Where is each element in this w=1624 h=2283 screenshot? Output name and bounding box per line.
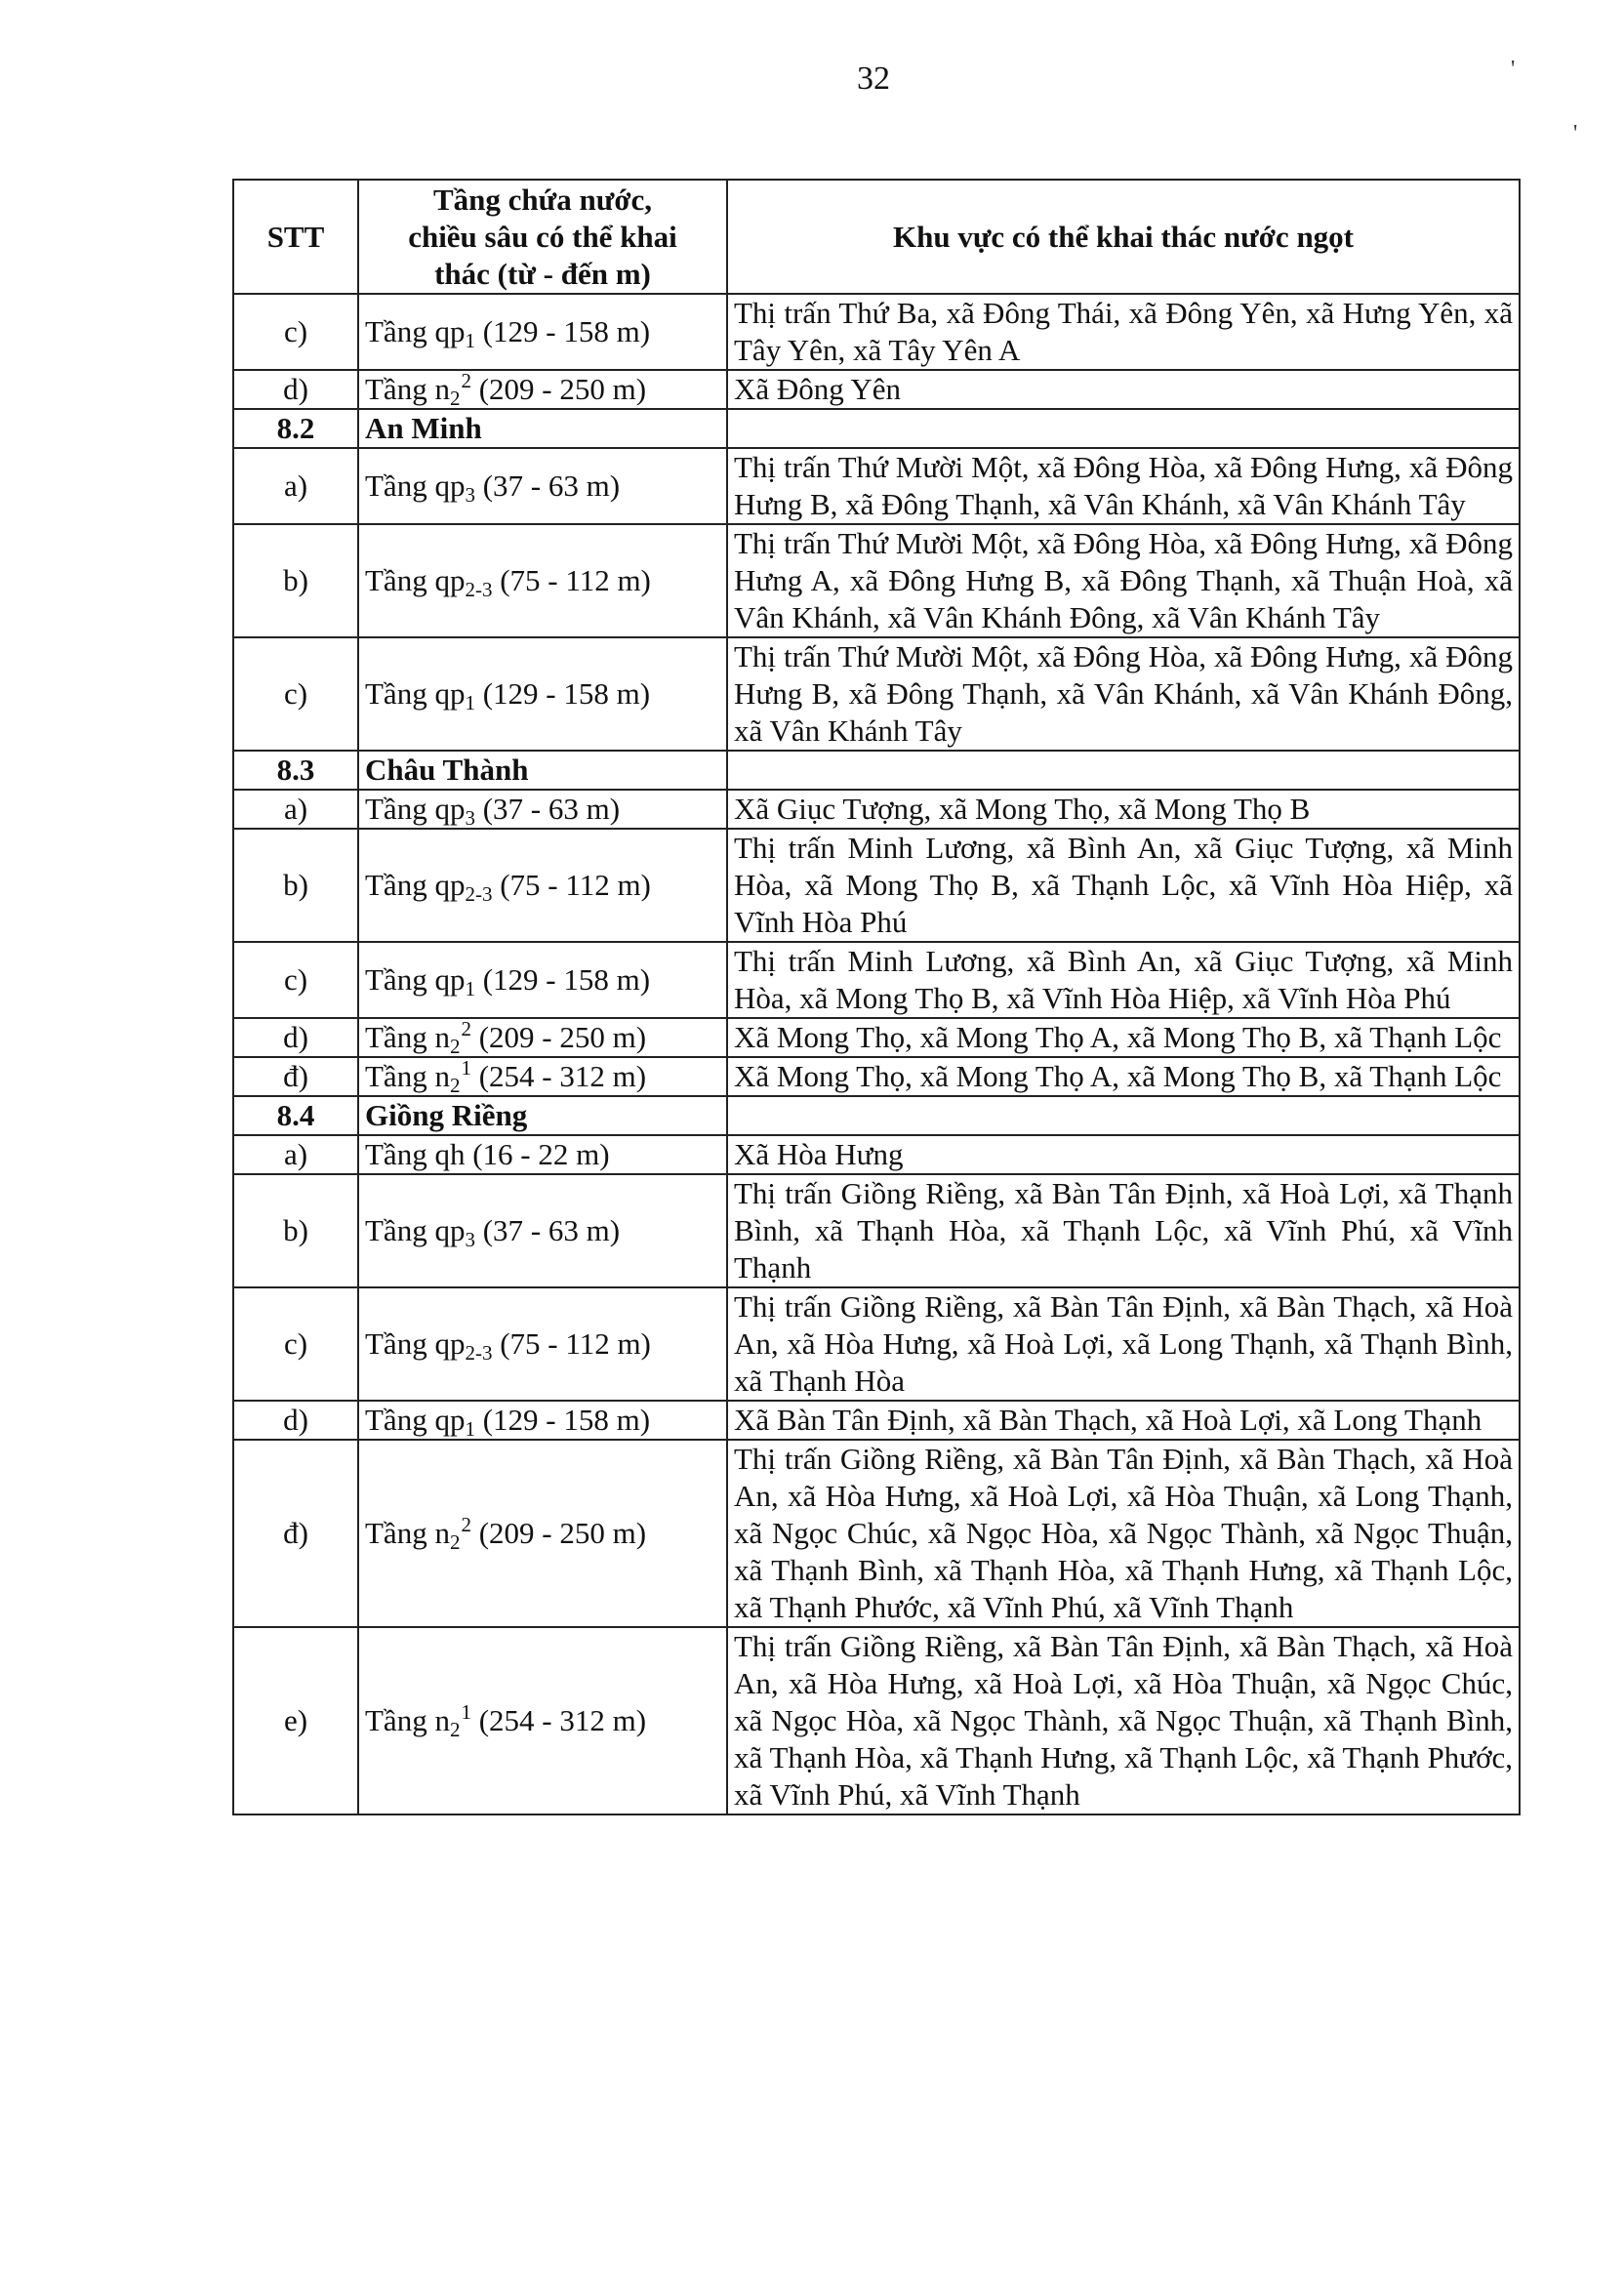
row-layer bbox=[358, 1627, 727, 1814]
layer-subscript: 2-3 bbox=[465, 882, 493, 906]
layer-depth: (37 - 63 m) bbox=[474, 469, 621, 503]
layer-index bbox=[465, 316, 475, 352]
scan-speck: ' bbox=[1573, 121, 1578, 146]
layer-superscript: 1 bbox=[461, 1700, 471, 1724]
layer-subscript: 1 bbox=[465, 977, 475, 1000]
row-area: Xã Mong Thọ, xã Mong Thọ A, xã Mong Thọ B, xã Thạnh Lộc bbox=[727, 1057, 1520, 1096]
layer-subscript: 2 bbox=[449, 387, 461, 410]
row-layer bbox=[358, 524, 727, 637]
section-row bbox=[233, 751, 1520, 790]
section-area-empty bbox=[727, 751, 1520, 790]
row-stt: c) bbox=[233, 637, 358, 751]
table-row bbox=[233, 1057, 1520, 1096]
row-area: Xã Giục Tượng, xã Mong Thọ, xã Mong Thọ B bbox=[727, 790, 1520, 829]
table-row bbox=[233, 448, 1520, 524]
layer-name: Tầng n bbox=[365, 1703, 450, 1737]
row-area: Thị trấn Thứ Mười Một, xã Đông Hòa, xã Đông Hưng, xã Đông Hưng B, xã Đông Thạnh, xã Vân Khánh, xã Vân Khánh Đông, xã Vân Khánh Tây bbox=[727, 637, 1520, 751]
layer-depth: (75 - 112 m) bbox=[492, 868, 651, 902]
layer-name: Tầng qp bbox=[365, 563, 466, 597]
table-row bbox=[233, 294, 1520, 370]
row-stt: a) bbox=[233, 448, 358, 524]
layer-superscript: 2 bbox=[461, 1513, 471, 1536]
row-layer bbox=[358, 1018, 727, 1057]
layer-depth: (75 - 112 m) bbox=[492, 563, 651, 597]
layer-name: Tầng qp bbox=[365, 1213, 466, 1247]
layer-subscript: 2 bbox=[449, 1530, 461, 1554]
layer-subscript: 1 bbox=[465, 691, 475, 714]
layer-name: Tầng n bbox=[365, 1020, 450, 1054]
row-stt: c) bbox=[233, 942, 358, 1018]
row-area: Thị trấn Minh Lương, xã Bình An, xã Giục Tượng, xã Minh Hòa, xã Mong Thọ B, xã Vĩnh Hòa Hiệp, xã Vĩnh Hòa Phú bbox=[727, 942, 1520, 1018]
header-layer-line: chiều sâu có thể khai bbox=[408, 219, 677, 254]
section-number: 8.2 bbox=[233, 409, 358, 448]
layer-depth: (75 - 112 m) bbox=[492, 1326, 651, 1361]
row-layer bbox=[358, 637, 727, 751]
layer-name: Tầng n bbox=[365, 1059, 450, 1093]
section-area-empty bbox=[727, 409, 1520, 448]
row-stt: đ) bbox=[233, 1440, 358, 1627]
layer-superscript: 2 bbox=[461, 369, 471, 392]
layer-index bbox=[449, 1017, 471, 1058]
row-stt: e) bbox=[233, 1627, 358, 1814]
layer-name: Tầng qp bbox=[365, 314, 466, 348]
row-stt: a) bbox=[233, 1135, 358, 1174]
header-layer-line: thác (từ - đến m) bbox=[434, 256, 651, 291]
layer-index bbox=[465, 470, 475, 507]
layer-subscript: 3 bbox=[465, 483, 475, 507]
layer-index bbox=[449, 369, 471, 410]
table-row bbox=[233, 790, 1520, 829]
section-number: 8.3 bbox=[233, 751, 358, 790]
layer-index bbox=[465, 678, 475, 714]
table-row bbox=[233, 1174, 1520, 1287]
section-row bbox=[233, 409, 1520, 448]
layer-subscript: 3 bbox=[465, 1228, 475, 1251]
layer-index bbox=[465, 1405, 475, 1441]
layer-index bbox=[449, 1056, 471, 1097]
layer-depth: (129 - 158 m) bbox=[474, 1403, 651, 1437]
row-stt: c) bbox=[233, 294, 358, 370]
row-area: Thị trấn Giồng Riềng, xã Bàn Tân Định, xã Hoà Lợi, xã Thạnh Bình, xã Thạnh Hòa, xã Thạnh Lộc, xã Vĩnh Phú, xã Vĩnh Thạnh bbox=[727, 1174, 1520, 1287]
layer-name: Tầng qp bbox=[365, 1326, 466, 1361]
layer-subscript: 2-3 bbox=[465, 1341, 493, 1365]
layer-depth: (129 - 158 m) bbox=[474, 676, 651, 711]
layer-subscript: 2-3 bbox=[465, 578, 493, 601]
layer-depth: (16 - 22 m) bbox=[465, 1137, 610, 1171]
layer-depth: (209 - 250 m) bbox=[470, 1020, 647, 1054]
layer-index bbox=[465, 964, 475, 1000]
layer-name: Tầng qp bbox=[365, 676, 466, 711]
layer-index bbox=[465, 794, 475, 830]
row-area: Thị trấn Thứ Mười Một, xã Đông Hòa, xã Đông Hưng, xã Đông Hưng B, xã Đông Thạnh, xã Vân Khánh, xã Vân Khánh Tây bbox=[727, 448, 1520, 524]
row-area: Xã Bàn Tân Định, xã Bàn Thạch, xã Hoà Lợi, xã Long Thạnh bbox=[727, 1401, 1520, 1440]
layer-name: Tầng n bbox=[365, 372, 450, 406]
row-layer bbox=[358, 1135, 727, 1174]
row-stt: a) bbox=[233, 790, 358, 829]
row-layer bbox=[358, 1057, 727, 1096]
table-body bbox=[233, 294, 1520, 1814]
layer-name: Tầng n bbox=[365, 1516, 450, 1550]
layer-depth: (254 - 312 m) bbox=[470, 1059, 647, 1093]
table-row bbox=[233, 1440, 1520, 1627]
layer-superscript: 2 bbox=[461, 1017, 471, 1040]
layer-name: Tầng qp bbox=[365, 469, 466, 503]
layer-index bbox=[449, 1700, 471, 1741]
row-area: Thị trấn Thứ Ba, xã Đông Thái, xã Đông Yên, xã Hưng Yên, xã Tây Yên, xã Tây Yên A bbox=[727, 294, 1520, 370]
layer-index bbox=[465, 1215, 475, 1251]
row-layer bbox=[358, 1401, 727, 1440]
row-area: Thị trấn Giồng Riềng, xã Bàn Tân Định, xã Bàn Thạch, xã Hoà An, xã Hòa Hưng, xã Hoà Lợi, xã Hòa Thuận, xã Ngọc Chúc, xã Ngọc Hòa, xã Ngọc Thành, xã Ngọc Thuận, xã Thạnh Bình, xã Thạnh Hòa, xã Thạnh Hưng, xã Thạnh Lộc, xã Thạnh Phước, xã Vĩnh Phú, xã Vĩnh Thạnh bbox=[727, 1627, 1520, 1814]
layer-depth: (209 - 250 m) bbox=[470, 372, 647, 406]
aquifer-table bbox=[232, 179, 1521, 1815]
section-number: 8.4 bbox=[233, 1096, 358, 1135]
layer-depth: (254 - 312 m) bbox=[470, 1703, 647, 1737]
row-area: Thị trấn Giồng Riềng, xã Bàn Tân Định, xã Bàn Thạch, xã Hoà An, xã Hòa Hưng, xã Hoà Lợi, xã Hòa Thuận, xã Long Thạnh, xã Ngọc Chúc, xã Ngọc Hòa, xã Ngọc Thành, xã Ngọc Thuận, xã Thạnh Bình, xã Thạnh Hòa, xã Thạnh Hưng, xã Thạnh Lộc, xã Thạnh Phước, xã Vĩnh Phú, xã Vĩnh Thạnh bbox=[727, 1440, 1520, 1627]
layer-subscript: 2 bbox=[449, 1074, 461, 1097]
table-row bbox=[233, 1287, 1520, 1401]
row-layer bbox=[358, 942, 727, 1018]
layer-name: Tầng qp bbox=[365, 868, 466, 902]
layer-subscript: 2 bbox=[449, 1718, 461, 1741]
row-area: Xã Hòa Hưng bbox=[727, 1135, 1520, 1174]
table-row bbox=[233, 1627, 1520, 1814]
row-stt: d) bbox=[233, 370, 358, 409]
layer-depth: (129 - 158 m) bbox=[474, 962, 651, 997]
layer-depth: (129 - 158 m) bbox=[474, 314, 651, 348]
layer-index bbox=[465, 565, 493, 601]
section-name: Châu Thành bbox=[358, 751, 727, 790]
layer-subscript: 3 bbox=[465, 806, 475, 830]
table-header bbox=[233, 180, 1520, 294]
layer-subscript: 1 bbox=[465, 1417, 475, 1441]
layer-name: Tầng qp bbox=[365, 1403, 466, 1437]
layer-name: Tầng qh bbox=[365, 1137, 466, 1171]
scan-speck: ' bbox=[1511, 57, 1516, 82]
layer-subscript: 2 bbox=[449, 1035, 461, 1058]
row-area: Thị trấn Thứ Mười Một, xã Đông Hòa, xã Đông Hưng, xã Đông Hưng A, xã Đông Hưng B, xã Đông Thạnh, xã Thuận Hoà, xã Vân Khánh, xã Vân Khánh Đông, xã Vân Khánh Tây bbox=[727, 524, 1520, 637]
row-area: Thị trấn Giồng Riềng, xã Bàn Tân Định, xã Bàn Thạch, xã Hoà An, xã Hòa Hưng, xã Hoà Lợi, xã Long Thạnh, xã Thạnh Bình, xã Thạnh Hòa bbox=[727, 1287, 1520, 1401]
header-layer bbox=[358, 180, 727, 294]
table-row bbox=[233, 1135, 1520, 1174]
layer-name: Tầng qp bbox=[365, 792, 466, 826]
section-name: Giồng Riềng bbox=[358, 1096, 727, 1135]
layer-index bbox=[465, 1328, 493, 1365]
table-row bbox=[233, 1401, 1520, 1440]
table-row bbox=[233, 370, 1520, 409]
layer-superscript: 1 bbox=[461, 1056, 471, 1080]
row-stt: d) bbox=[233, 1401, 358, 1440]
layer-depth: (37 - 63 m) bbox=[474, 1213, 621, 1247]
table-row bbox=[233, 829, 1520, 942]
layer-depth: (209 - 250 m) bbox=[470, 1516, 647, 1550]
row-layer bbox=[358, 448, 727, 524]
row-area: Xã Mong Thọ, xã Mong Thọ A, xã Mong Thọ B, xã Thạnh Lộc bbox=[727, 1018, 1520, 1057]
section-area-empty bbox=[727, 1096, 1520, 1135]
row-layer bbox=[358, 294, 727, 370]
row-layer bbox=[358, 1440, 727, 1627]
header-stt: STT bbox=[233, 180, 358, 294]
row-layer bbox=[358, 370, 727, 409]
row-area: Xã Đông Yên bbox=[727, 370, 1520, 409]
row-stt: c) bbox=[233, 1287, 358, 1401]
section-name: An Minh bbox=[358, 409, 727, 448]
table-row bbox=[233, 524, 1520, 637]
row-layer bbox=[358, 1174, 727, 1287]
row-stt: d) bbox=[233, 1018, 358, 1057]
row-area: Thị trấn Minh Lương, xã Bình An, xã Giục Tượng, xã Minh Hòa, xã Mong Thọ B, xã Thạnh Lộc, xã Vĩnh Hòa Hiệp, xã Vĩnh Hòa Phú bbox=[727, 829, 1520, 942]
row-layer bbox=[358, 1287, 727, 1401]
layer-depth: (37 - 63 m) bbox=[474, 792, 621, 826]
layer-subscript: 1 bbox=[465, 329, 475, 352]
table-row bbox=[233, 942, 1520, 1018]
row-stt: b) bbox=[233, 1174, 358, 1287]
layer-name: Tầng qp bbox=[365, 962, 466, 997]
page-number: 32 bbox=[857, 61, 890, 97]
row-layer bbox=[358, 790, 727, 829]
row-layer bbox=[358, 829, 727, 942]
row-stt: b) bbox=[233, 524, 358, 637]
header-layer-line: Tầng chứa nước, bbox=[432, 182, 653, 217]
section-row bbox=[233, 1096, 1520, 1135]
layer-index bbox=[449, 1513, 471, 1554]
row-stt: đ) bbox=[233, 1057, 358, 1096]
row-stt: b) bbox=[233, 829, 358, 942]
layer-index bbox=[465, 870, 493, 906]
header-area: Khu vực có thể khai thác nước ngọt bbox=[727, 180, 1520, 294]
table-row bbox=[233, 1018, 1520, 1057]
table-row bbox=[233, 637, 1520, 751]
